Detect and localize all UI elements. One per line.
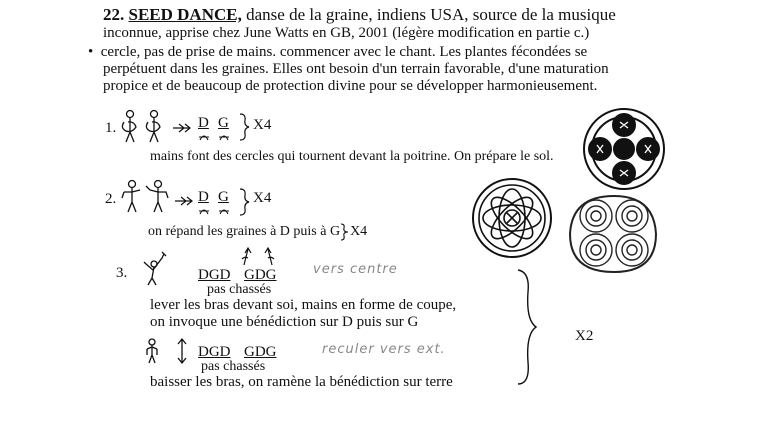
step-3a-pattern-1: DGD [198,267,231,283]
step-2-repeat: X4 [253,190,272,206]
step-1-note-d-mark [198,133,210,141]
step-2-description-repeat: X4 [350,224,368,240]
step-1-note-d: D [198,115,209,131]
dance-subtitle: danse de la graine, indiens USA, source de la musique [241,5,616,24]
step-2-note-g-mark [218,207,230,215]
step-2-figures-drawing [122,178,176,218]
bullet-symbol: • [88,44,94,60]
step-3b-sub: pas chassés [201,359,266,374]
step-2-note-d-mark [198,207,210,215]
step-1-note-g: G [218,115,229,131]
step-1-description: mains font des cercles qui tournent devant la poitrine. On prépare le sol. [150,149,554,164]
step-2-description-text: on répand les graines à D puis à G [148,224,341,240]
step-1-note-g-mark [218,133,230,141]
step-3a-pattern-2: GDG [244,267,277,283]
seed-symbol-spiral-cluster [566,190,662,276]
step-1-figures-drawing [118,108,178,152]
step-1-number: 1. [105,120,117,136]
dance-source: inconnue, apprise chez June Watts en GB, 2001 (légère modification en partie c.) [103,25,590,41]
step-3b-pattern-1: DGD [198,344,231,360]
seed-symbol-four-circles [580,107,668,191]
step-2-note-g: G [218,189,229,205]
step-3b-line-1: baisser les bras, on ramène la bénédiction sur terre [150,374,453,390]
step-2-description [148,223,367,241]
step-1-arrow [172,122,194,134]
step-3-number: 3. [116,265,128,281]
step-3b-figure-drawing [144,338,192,364]
bullet-text-3: propice et de beaucoup de protection divine pour se développer harmonieusement. [103,78,598,94]
step-1-repeat: X4 [253,117,272,133]
bullet-text-2: perpétuent dans les graines. Elles ont besoin d'un terrain favorable, d'une maturation [103,61,609,77]
step-3a-line-2: on invoque une bénédiction sur D puis sur G [150,314,419,330]
step-3a-sub: pas chassés [207,282,272,297]
bullet-paragraph-line1 [88,45,587,60]
step-3a-handwritten-note: vers centre [313,262,398,277]
step-3a-line-1: lever les bras devant soi, mains en forme de coupe, [150,297,457,313]
seed-symbol-flower-circle [470,176,554,260]
step-2-hand-arrows [236,245,280,267]
step-3-large-brace [512,268,542,386]
step-3a-figure-drawing [140,250,170,286]
step-2-note-d: D [198,189,209,205]
step-2-desc-brace [340,223,350,241]
step-1-brace [238,113,250,141]
dance-number: 22. [103,5,125,24]
step-3b-handwritten-note: reculer vers ext. [322,342,446,357]
step-3b-pattern-2: GDG [244,344,277,360]
bullet-text-1: cercle, pas de prise de mains. commencer avec le chant. Les plantes fécondées se [100,44,588,60]
step-2-brace [238,188,250,216]
step-2-number: 2. [105,191,117,207]
step-3-repeat: X2 [575,328,594,344]
step-2-arrow [174,195,196,207]
dance-name: SEED DANCE, [128,5,242,24]
dance-title [103,6,616,23]
